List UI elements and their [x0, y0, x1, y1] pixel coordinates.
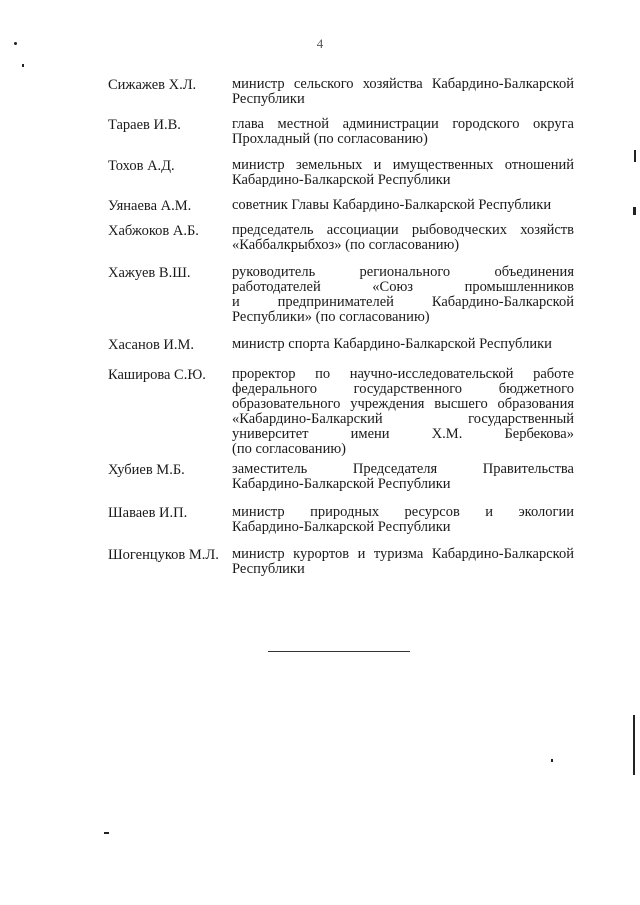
- member-row: [108, 198, 574, 214]
- scan-dot: [104, 832, 109, 834]
- member-name: Шогенцуков М.Л.: [108, 547, 219, 563]
- member-name: Уянаева А.М.: [108, 198, 192, 214]
- page-number: 4: [316, 36, 324, 51]
- position-line: «Кабардино-Балкарский государственный: [232, 411, 574, 427]
- position-line: Прохладный (по согласованию): [232, 131, 428, 147]
- scan-edge-line: [633, 715, 635, 775]
- position-line: Республики: [232, 91, 305, 107]
- member-position: [232, 337, 574, 353]
- position-line: руководитель регионального объединения: [232, 264, 574, 280]
- position-line: министр сельского хозяйства Кабардино-Балкарской: [232, 76, 574, 92]
- scan-dot: [14, 42, 17, 45]
- member-position: [232, 505, 574, 535]
- position-line: глава местной администрации городского округа: [232, 116, 574, 132]
- position-line: Кабардино-Балкарской Республики: [232, 172, 451, 188]
- member-position: [232, 265, 574, 325]
- position-line: (по согласованию): [232, 441, 346, 457]
- member-position: [232, 462, 574, 492]
- member-name: Сижажев Х.Л.: [108, 77, 197, 93]
- scan-dot: [22, 64, 24, 67]
- member-name: Хабжоков А.Б.: [108, 223, 199, 239]
- member-position: [232, 367, 574, 457]
- position-line: университет имени Х.М. Бербекова»: [232, 426, 574, 442]
- position-line: проректор по научно-исследовательской работе: [232, 366, 574, 382]
- position-line: министр спорта Кабардино-Балкарской Республики: [232, 336, 552, 352]
- position-line: Кабардино-Балкарской Республики: [232, 519, 451, 535]
- position-line: работодателей «Союз промышленников: [232, 279, 574, 295]
- position-line: Республики: [232, 561, 305, 577]
- scan-dot: [551, 759, 553, 762]
- scan-edge-mark: [634, 150, 636, 162]
- member-row: [108, 158, 574, 188]
- position-line: Республики» (по согласованию): [232, 309, 430, 325]
- position-line: министр курортов и туризма Кабардино-Балкарской: [232, 546, 574, 562]
- position-line: и предпринимателей Кабардино-Балкарской: [232, 294, 574, 310]
- member-position: [232, 198, 574, 214]
- member-position: [232, 547, 574, 577]
- member-name: Хасанов И.М.: [108, 337, 195, 353]
- position-line: советник Главы Кабардино-Балкарской Республики: [232, 197, 552, 213]
- member-row: [108, 77, 574, 107]
- member-name: Хубиев М.Б.: [108, 462, 185, 478]
- member-row: [108, 265, 574, 325]
- member-row: [108, 337, 574, 353]
- member-name: Тохов А.Д.: [108, 158, 175, 174]
- closing-divider: [268, 651, 410, 652]
- position-line: образовательного учреждения высшего образования: [232, 396, 574, 412]
- member-name: Каширова С.Ю.: [108, 367, 206, 383]
- member-name: Шаваев И.П.: [108, 505, 188, 521]
- position-line: Кабардино-Балкарской Республики: [232, 476, 451, 492]
- position-line: министр природных ресурсов и экологии: [232, 504, 574, 520]
- member-row: [108, 223, 574, 253]
- member-row: [108, 547, 574, 577]
- member-row: [108, 462, 574, 492]
- member-position: [232, 117, 574, 147]
- member-row: [108, 117, 574, 147]
- member-position: [232, 223, 574, 253]
- position-line: министр земельных и имущественных отношений: [232, 157, 574, 173]
- member-name: Хажуев В.Ш.: [108, 265, 191, 281]
- position-line: заместитель Председателя Правительства: [232, 461, 574, 477]
- position-line: федерального государственного бюджетного: [232, 381, 574, 397]
- position-line: председатель ассоциации рыбоводческих хозяйств: [232, 222, 574, 238]
- scan-edge-mark: [633, 207, 636, 215]
- member-position: [232, 158, 574, 188]
- member-row: [108, 367, 574, 457]
- member-position: [232, 77, 574, 107]
- member-name: Тараев И.В.: [108, 117, 181, 133]
- position-line: «Каббалкрыбхоз» (по согласованию): [232, 237, 460, 253]
- member-row: [108, 505, 574, 535]
